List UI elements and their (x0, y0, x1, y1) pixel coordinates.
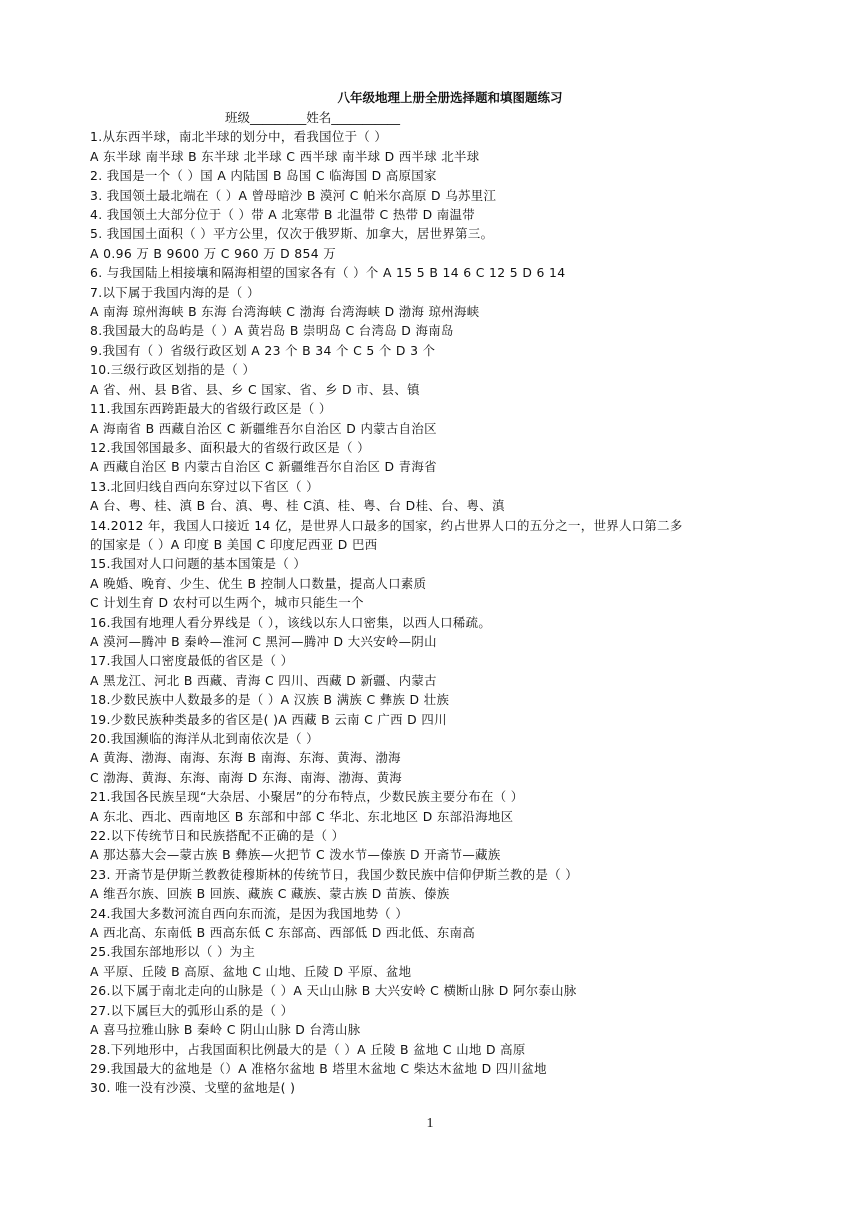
text-line: A 黑龙江、河北 B 西藏、青海 C 四川、西藏 D 新疆、内蒙古 (90, 672, 437, 688)
text-line: A 海南省 B 西藏自治区 C 新疆维吾尔自治区 D 内蒙古自治区 (90, 420, 437, 436)
text-line: A 东北、西北、西南地区 B 东部和中部 C 华北、东北地区 D 东部沿海地区 (90, 808, 514, 824)
text-line: 20.我国濒临的海洋从北到南依次是（ ） (90, 731, 319, 746)
text-line: A 维吾尔族、回族 B 回族、藏族 C 藏族、蒙古族 D 苗族、傣族 (90, 886, 450, 902)
text-line: A 台、粤、桂、滇 B 台、滇、粤、桂 C滇、桂、粤、台 D桂、台、粤、滇 (90, 498, 505, 514)
text-line: 24.我国大多数河流自西向东而流，是因为我国地势（ ） (90, 905, 409, 921)
text-line: 4. 我国领土大部分位于（ ）带 A 北寒带 B 北温带 C 热带 D 南温带 (90, 207, 476, 223)
text-line: 16.我国有地理人看分界线是（ ），该线以东人口密集，以西人口稀疏。 (90, 614, 492, 630)
text-line: 6. 与我国陆上相接壤和隔海相望的国家各有（ ）个 A 15 5 B 14 6 C 12 5 D 6 14 (90, 265, 566, 281)
text-line: 7.以下属于我国内海的是（ ） (90, 284, 260, 300)
text-line: 2. 我国是一个（ ）国 A 内陆国 B 岛国 C 临海国 D 高原国家 (90, 168, 437, 184)
text-line: 15.我国对人口问题的基本国策是（ ） (90, 556, 307, 572)
text-line: A 黄海、渤海、南海、东海 B 南海、东海、黄海、渤海 (90, 750, 401, 766)
text-line: 13.北回归线自西向东穿过以下省区（ ） (90, 478, 319, 494)
text-line: 30. 唯一没有沙漠、戈壁的盆地是( ) (90, 1080, 296, 1096)
text-line: A 那达慕大会—蒙古族 B 彝族—火把节 C 泼水节—傣族 D 开斋节—藏族 (90, 847, 501, 863)
question-list (90, 127, 800, 1097)
text-line: 18.少数民族中人数最多的是（ ）A 汉族 B 满族 C 彝族 D 壮族 (90, 692, 450, 708)
text-line: 29.我国最大的盆地是（）A 准格尔盆地 B 塔里木盆地 C 柴达木盆地 D 四川盆地 (90, 1060, 547, 1076)
text-line: 8.我国最大的岛屿是（ ）A 黄岩岛 B 崇明岛 C 台湾岛 D 海南岛 (90, 323, 454, 339)
text-line: 21.我国各民族呈现“大杂居、小聚居”的分布特点，少数民族主要分布在（ ） (90, 789, 524, 805)
text-line: A 南海 琼州海峡 B 东海 台湾海峡 C 渤海 台湾海峡 D 渤海 琼州海峡 (90, 304, 480, 320)
text-line: C 计划生育 D 农村可以生两个，城市只能生一个 (90, 595, 364, 611)
text-line: 27.以下属巨大的弧形山系的是（ ） (90, 1002, 294, 1018)
document-title: 八年级地理上册全册选择题和填图题练习 (337, 90, 563, 105)
text-line: 17.我国人口密度最低的省区是（ ） (90, 653, 294, 669)
text-line: A 东半球 南半球 B 东半球 北半球 C 西半球 南半球 D 西半球 北半球 (90, 148, 480, 164)
text-line: C 渤海、黄海、东海、南海 D 东海、南海、渤海、黄海 (90, 769, 403, 785)
text-line: 3. 我国领土最北端在（ ）A 曾母暗沙 B 漠河 C 帕米尔高原 D 乌苏里江 (90, 187, 497, 203)
text-line: 22.以下传统节日和民族搭配不正确的是（ ） (90, 828, 345, 844)
text-line: 的国家是（ ）A 印度 B 美国 C 印度尼西亚 D 巴西 (90, 536, 378, 552)
text-line: 25.我国东部地形以（ ）为主 (90, 944, 256, 960)
text-line: 12.我国邻国最多、面积最大的省级行政区是（ ） (90, 439, 370, 455)
text-line: A 漠河—腾冲 B 秦岭—淮河 C 黑河—腾冲 D 大兴安岭—阴山 (90, 633, 437, 649)
text-line: 14.2012 年，我国人口接近 14 亿，是世界人口最多的国家，约占世界人口的五分之一，世界人口第二多 (90, 517, 683, 533)
text-line: A 西藏自治区 B 内蒙古自治区 C 新疆维吾尔自治区 D 青海省 (90, 459, 437, 475)
text-line: A 省、州、县 B省、县、乡 C 国家、省、乡 D 市、县、镇 (90, 381, 420, 397)
class-name-line: 班级_________姓名___________ (225, 110, 401, 125)
text-line: 19.少数民族种类最多的省区是( )A 西藏 B 云南 C 广西 D 四川 (90, 711, 447, 727)
text-line: A 喜马拉雅山脉 B 秦岭 C 阴山山脉 D 台湾山脉 (90, 1022, 361, 1038)
text-line: 23. 开斋节是伊斯兰教教徒穆斯林的传统节日，我国少数民族中信仰伊斯兰教的是（ ） (90, 866, 578, 882)
text-line: A 平原、丘陵 B 高原、盆地 C 山地、丘陵 D 平原、盆地 (90, 963, 412, 979)
text-line: 9.我国有（ ）省级行政区划 A 23 个 B 34 个 C 5 个 D 3 个 (90, 342, 436, 358)
text-line: A 西北高、东南低 B 西高东低 C 东部高、西部低 D 西北低、东南高 (90, 925, 476, 941)
text-line: 11.我国东西跨距最大的省级行政区是（ ） (90, 401, 332, 417)
page-number: 1 (426, 1116, 434, 1131)
text-line: 1.从东西半球，南北半球的划分中，看我国位于（ ） (90, 129, 388, 145)
text-line: 5. 我国国土面积（ ）平方公里，仅次于俄罗斯、加拿大，居世界第三。 (90, 226, 494, 242)
text-line: 10.三级行政区划指的是（ ） (90, 362, 256, 378)
text-line: A 晚婚、晚育、少生、优生 B 控制人口数量，提高人口素质 (90, 575, 427, 591)
text-line: 26.以下属于南北走向的山脉是（ ）A 天山山脉 B 大兴安岭 C 横断山脉 D 阿尔泰山脉 (90, 983, 577, 999)
text-line: A 0.96 万 B 9600 万 C 960 万 D 854 万 (90, 245, 337, 261)
text-line: 28.下列地形中，占我国面积比例最大的是（ ）A 丘陵 B 盆地 C 山地 D 高原 (90, 1041, 526, 1057)
